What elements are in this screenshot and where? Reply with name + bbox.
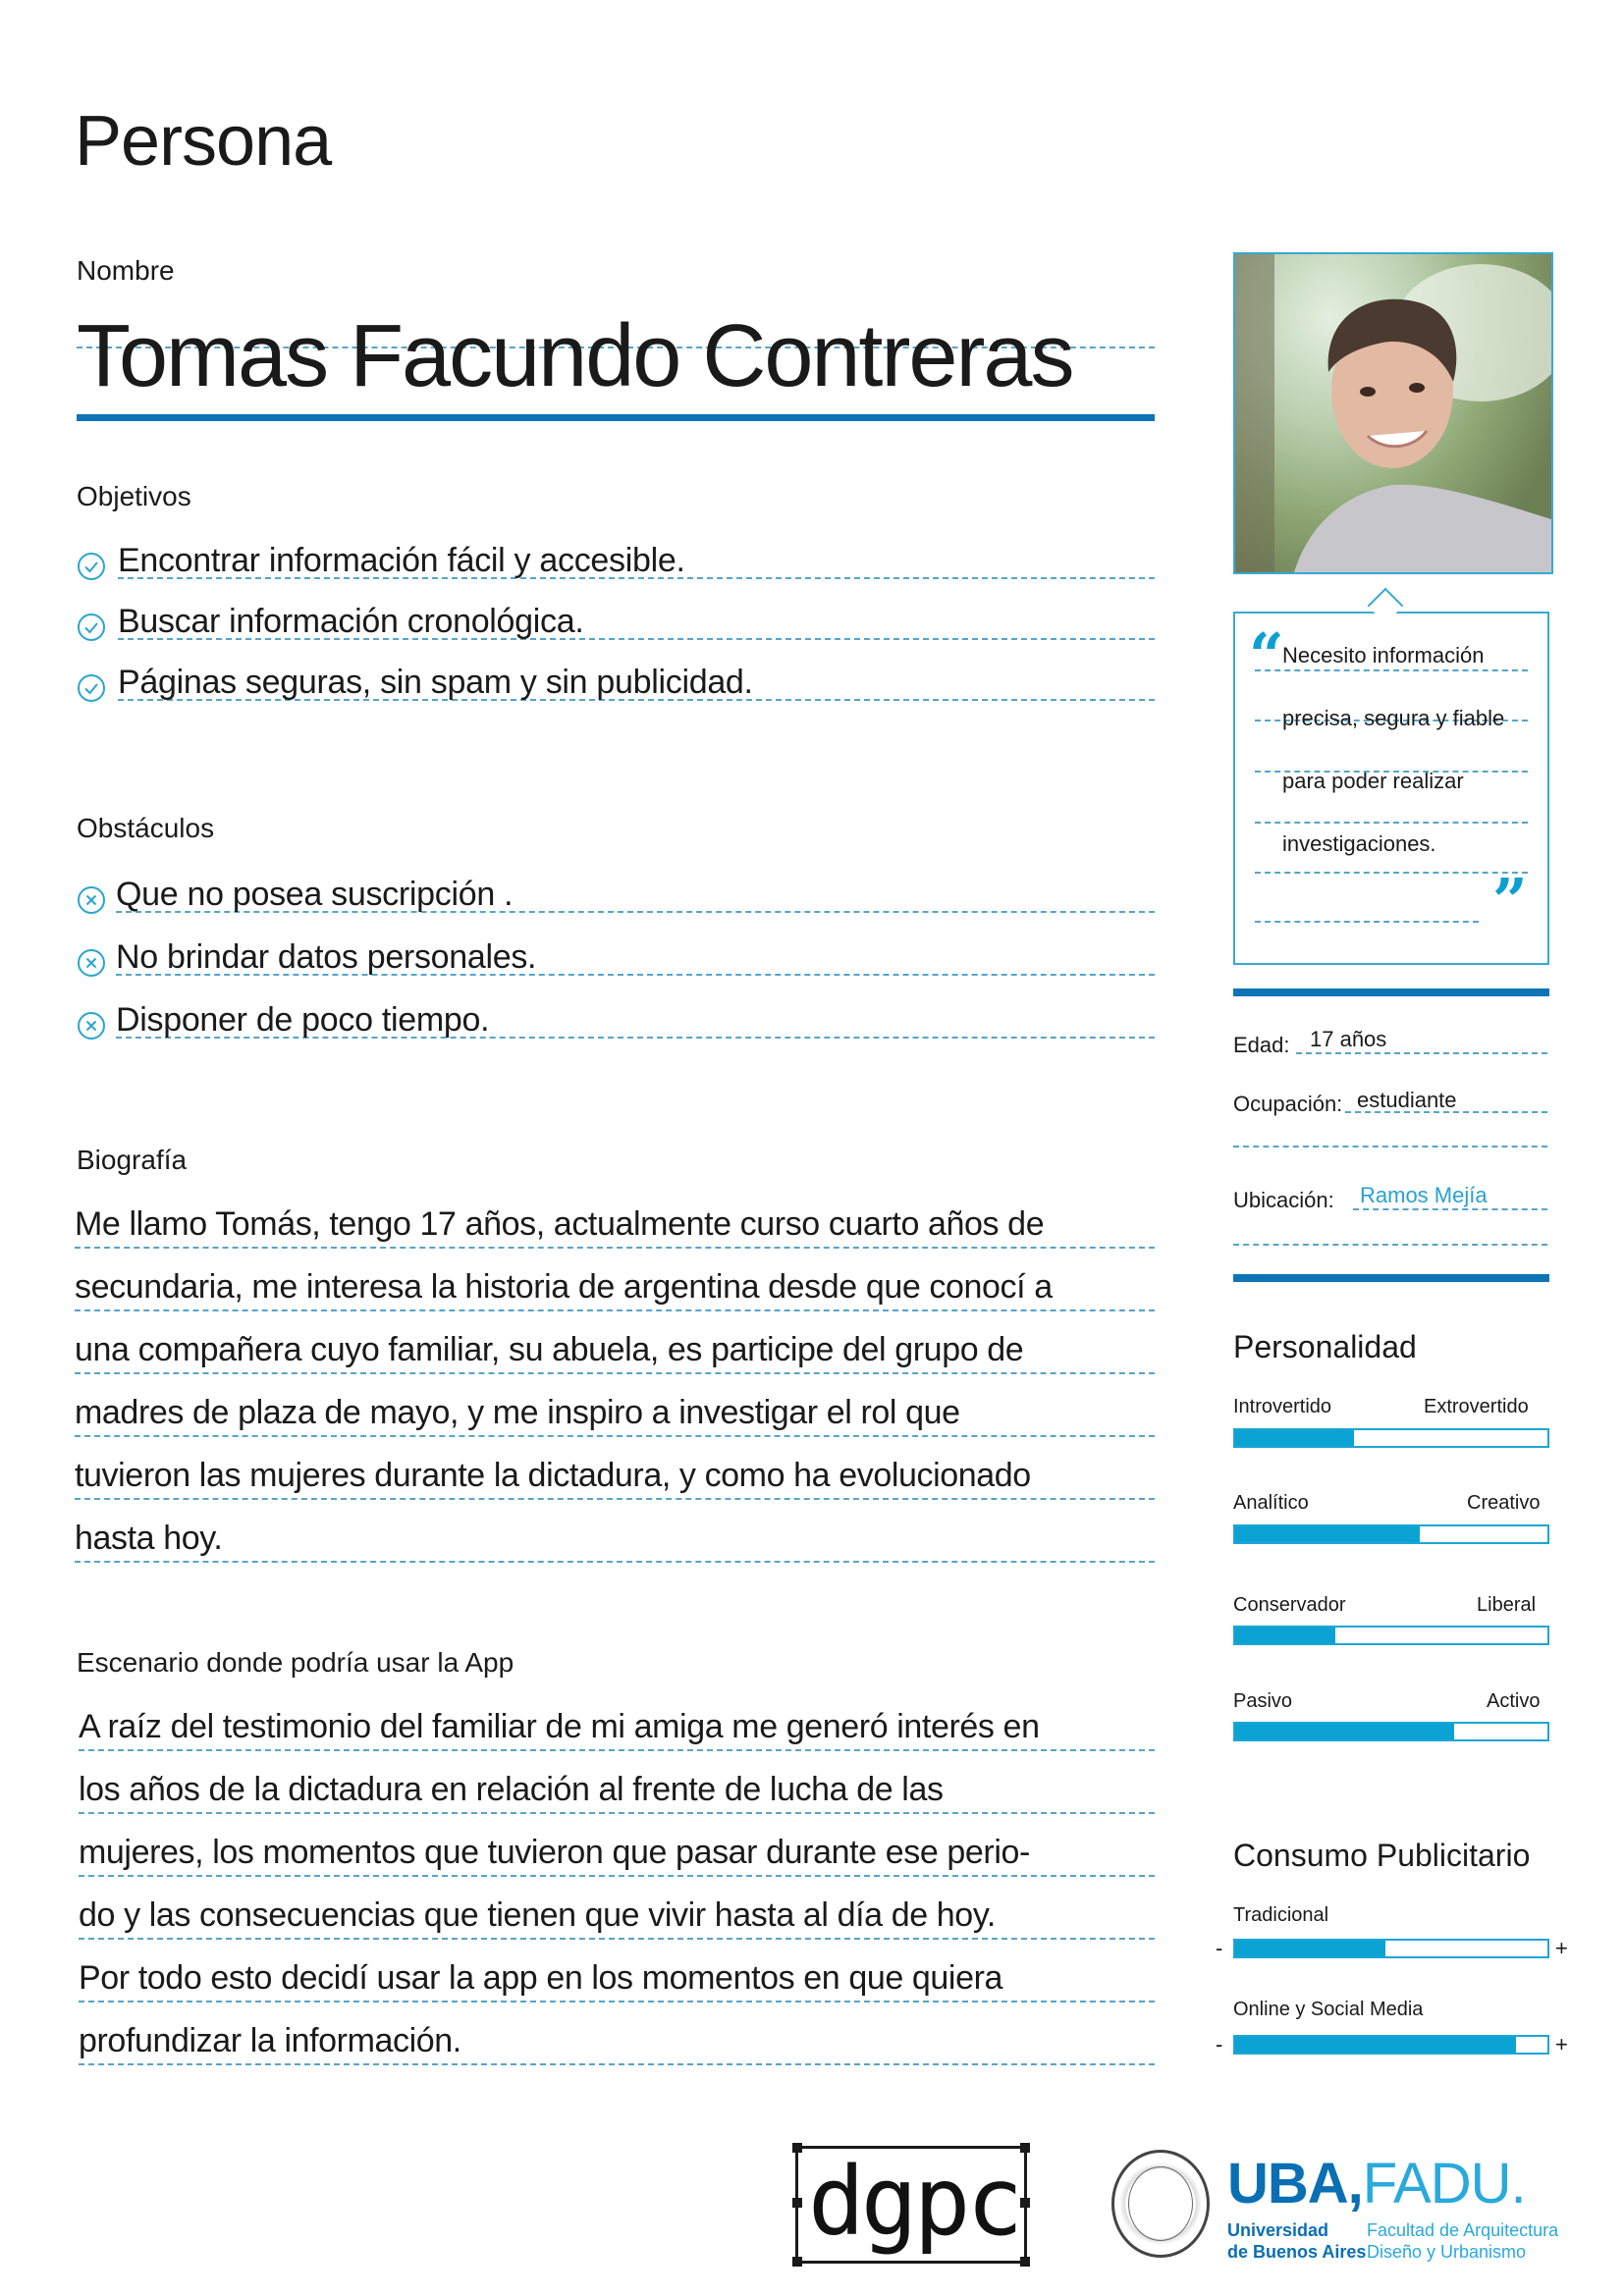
slider-label: Tradicional: [1233, 1904, 1329, 1926]
age-value: 17 años: [1310, 1027, 1387, 1051]
x-circle-icon: [77, 885, 106, 915]
seal-ring: [1128, 2166, 1193, 2241]
passive-active-slider: [1233, 1722, 1549, 1741]
scenario-label: Escenario donde podría usar la App: [77, 1647, 514, 1678]
slider-fill: [1235, 1941, 1385, 1956]
biography-line-text: madres de plaza de mayo, y me inspiro a investigar el rol que: [75, 1394, 960, 1431]
open-quote-icon: “: [1249, 619, 1284, 691]
x-circle-icon: [77, 948, 106, 978]
scenario-line: [79, 1826, 1155, 1889]
biography-line-text: Me llamo Tomás, tengo 17 años, actualmente curso cuarto años de: [75, 1205, 1045, 1243]
persona-name: Tomas Facundo Contreras: [77, 307, 1073, 405]
guide-line: [1255, 669, 1528, 671]
fadu-word: FADU.: [1362, 2152, 1526, 2216]
slider-right-label: Creativo: [1467, 1492, 1541, 1514]
guide-line: [79, 2063, 1155, 2065]
biography-line: [75, 1449, 1155, 1512]
advertising-heading: Consumo Publicitario: [1233, 1838, 1531, 1873]
biography-line-text: hasta hoy.: [75, 1520, 223, 1557]
personality-heading: Personalidad: [1233, 1329, 1417, 1364]
guide-line: [79, 1875, 1155, 1877]
x-circle-icon: [77, 1011, 106, 1041]
objective-text: Buscar información cronológica.: [118, 603, 584, 640]
obstacle-item: [77, 997, 1155, 1046]
slider-right-label: Extrovertido: [1424, 1396, 1529, 1417]
scenario-line: [79, 2014, 1155, 2077]
uba-seal-icon: [1111, 2150, 1210, 2258]
biography-line: [75, 1198, 1155, 1260]
persona-photo: [1233, 252, 1553, 574]
objective-item: [77, 538, 1155, 587]
location-label: Ubicación:: [1233, 1188, 1334, 1212]
check-circle-icon: [77, 613, 106, 642]
objective-item: [77, 599, 1155, 648]
guide-line: [75, 1561, 1155, 1563]
fadu-sub-line: Diseño y Urbanismo: [1367, 2241, 1527, 2262]
guide-line: [1233, 1244, 1547, 1246]
age-label: Edad:: [1233, 1033, 1290, 1057]
slider-fill: [1235, 1430, 1354, 1446]
guide-line: [75, 1498, 1155, 1500]
guide-line: [1255, 872, 1528, 874]
traditional-ads-slider: [1233, 1939, 1549, 1958]
close-quote-icon: ”: [1492, 865, 1528, 936]
minus-icon: -: [1216, 2032, 1223, 2056]
scenario-line: [79, 1763, 1155, 1826]
slider-left-label: Analítico: [1233, 1492, 1309, 1514]
scenario-line-text: los años de la dictadura en relación al frente de lucha de las: [79, 1771, 944, 1808]
scenario-line-text: Por todo esto decidí usar la app en los momentos en que quiera: [79, 1959, 1003, 1997]
biography-line-text: una compañera cuyo familiar, su abuela, es participe del grupo de: [75, 1331, 1024, 1368]
slider-left-label: Introvertido: [1233, 1396, 1332, 1417]
objective-item: [77, 660, 1155, 709]
uba-sub-line: Universidad: [1227, 2220, 1329, 2240]
conservative-liberal-slider: [1233, 1626, 1549, 1645]
plus-icon: +: [1555, 2032, 1568, 2056]
quote-line: Necesito información: [1282, 643, 1485, 667]
portrait-image: [1235, 254, 1551, 572]
obstacle-item: [77, 934, 1155, 984]
corner-handle: [1020, 2143, 1030, 2153]
objective-text: Encontrar información fácil y accesible.: [118, 542, 685, 579]
biography-line-text: tuvieron las mujeres durante la dictadura, y como ha evolucionado: [75, 1457, 1031, 1494]
occupation-value: estudiante: [1357, 1088, 1457, 1112]
guide-line: [1233, 1146, 1547, 1148]
slider-fill: [1235, 1724, 1454, 1739]
uba-fadu-wordmark: [1227, 2152, 1526, 2216]
slider-fill: [1235, 1526, 1420, 1542]
objective-text: Páginas seguras, sin spam y sin publicidad.: [118, 664, 753, 701]
dgpc-logo: [795, 2146, 1027, 2264]
quote-line: precisa, segura y fiable: [1282, 706, 1505, 730]
scenario-line-text: do y las consecuencias que tienen que vivir hasta al día de hoy.: [79, 1896, 996, 1934]
slider-label: Online y Social Media: [1233, 1999, 1424, 2020]
name-underline: [77, 414, 1155, 421]
uba-subtitle-left: [1227, 2220, 1366, 2263]
scenario-line-text: A raíz del testimonio del familiar de mi amiga me generó interés en: [79, 1708, 1040, 1745]
location-value: Ramos Mejía: [1360, 1183, 1488, 1207]
corner-handle: [792, 2198, 802, 2208]
slider-right-label: Activo: [1487, 1690, 1541, 1712]
uba-sub-line: de Buenos Aires: [1227, 2241, 1367, 2262]
fadu-sub-line: Facultad de Arquitectura: [1367, 2220, 1559, 2240]
check-circle-icon: [77, 673, 106, 703]
obstacle-item: [77, 872, 1155, 921]
corner-handle: [792, 2257, 802, 2267]
guide-line: [1255, 822, 1528, 824]
guide-line: [79, 1749, 1155, 1751]
scenario-line: [79, 1951, 1155, 2014]
age-guide-line: [1296, 1052, 1547, 1054]
minus-icon: -: [1216, 1936, 1223, 1960]
biography-line: [75, 1386, 1155, 1449]
guide-line: [75, 1372, 1155, 1374]
check-circle-icon: [77, 552, 106, 581]
guide-line: [75, 1435, 1155, 1437]
uba-word: UBA,: [1227, 2152, 1363, 2216]
info-top-rule: [1233, 988, 1549, 996]
slider-fill: [1235, 2037, 1516, 2053]
objectives-label: Objetivos: [77, 481, 191, 511]
slider-left-label: Pasivo: [1233, 1690, 1293, 1712]
guide-line: [75, 1309, 1155, 1311]
uba-subtitle-right: [1367, 2220, 1558, 2263]
info-bottom-rule: [1233, 1274, 1549, 1282]
quote-line: investigaciones.: [1282, 831, 1436, 856]
guide-line: [75, 1247, 1155, 1249]
guide-line: [79, 2001, 1155, 2002]
page-title: Persona: [75, 102, 332, 181]
biography-line: [75, 1512, 1155, 1575]
corner-handle: [792, 2143, 802, 2153]
dgpc-logo-text: dgpc: [808, 2147, 1020, 2257]
location-guide-line: [1353, 1208, 1547, 1210]
scenario-line: [79, 1889, 1155, 1951]
plus-icon: +: [1555, 1936, 1568, 1960]
scenario-line-text: mujeres, los momentos que tuvieron que pasar durante ese perio-: [79, 1834, 1030, 1871]
slider-fill: [1235, 1628, 1335, 1643]
obstacle-text: No brindar datos personales.: [116, 938, 537, 976]
corner-handle: [1020, 2198, 1030, 2208]
biography-line: [75, 1323, 1155, 1386]
quote-line: para poder realizar: [1282, 769, 1464, 793]
slider-left-label: Conservador: [1233, 1594, 1346, 1616]
corner-handle: [1020, 2257, 1030, 2267]
quote-box: [1233, 612, 1549, 965]
biography-line: [75, 1260, 1155, 1323]
guide-line: [79, 1938, 1155, 1940]
guide-line: [79, 1812, 1155, 1814]
biography-line-text: secundaria, me interesa la historia de argentina desde que conocí a: [75, 1268, 1053, 1306]
obstacle-text: Que no posea suscripción .: [116, 876, 514, 913]
slider-right-label: Liberal: [1477, 1594, 1537, 1616]
obstacles-label: Obstáculos: [77, 813, 215, 843]
online-social-ads-slider: [1233, 2035, 1549, 2055]
scenario-line: [79, 1700, 1155, 1763]
name-label: Nombre: [77, 255, 175, 286]
introvert-extrovert-slider: [1233, 1428, 1549, 1448]
biography-label: Biografía: [77, 1145, 188, 1175]
guide-line: [1255, 921, 1479, 923]
analytic-creative-slider: [1233, 1524, 1549, 1544]
scenario-line-text: profundizar la información.: [79, 2022, 461, 2059]
obstacle-text: Disponer de poco tiempo.: [116, 1001, 490, 1039]
occupation-label: Ocupación:: [1233, 1092, 1343, 1116]
